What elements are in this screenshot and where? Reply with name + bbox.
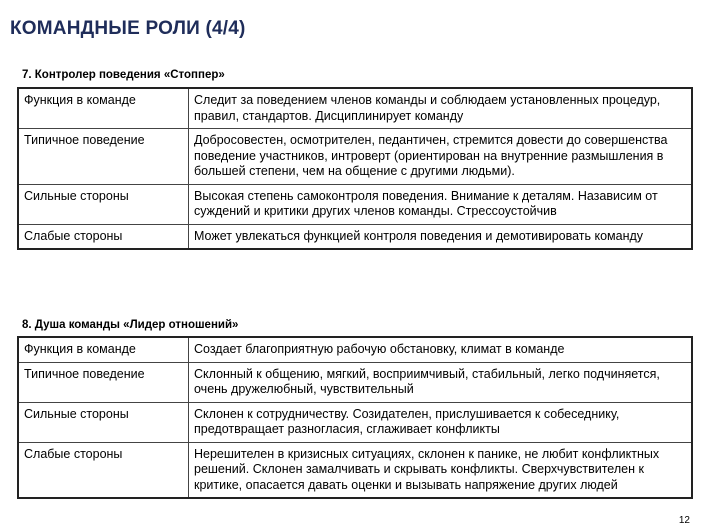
- row-text: Склонный к общению, мягкий, восприимчивый, стабильный, легко подчиняется, очень дружелюбный, чувствительный: [189, 362, 693, 402]
- row-label: Типичное поведение: [18, 362, 189, 402]
- row-text: Создает благоприятную рабочую обстановку, климат в команде: [189, 337, 693, 362]
- table-row: [18, 402, 692, 442]
- row-label: Функция в команде: [18, 88, 189, 129]
- row-text: Склонен к сотрудничеству. Созидателен, прислушивается к собеседнику, предотвращает разногласия, сглаживает конфликты: [189, 402, 693, 442]
- table-row: [18, 184, 692, 224]
- role-table-stopper: [17, 87, 693, 250]
- row-label: Типичное поведение: [18, 129, 189, 185]
- row-text: Нерешителен в кризисных ситуациях, склонен к панике, не любит конфликтных решений. Склонен замалчивать и скрывать конфликты. Сверхчувствителен к критике, опасается давать оценки и вызывать напряжение других людей: [189, 442, 693, 498]
- table-row: [18, 88, 692, 129]
- row-label: Сильные стороны: [18, 402, 189, 442]
- row-label: Слабые стороны: [18, 224, 189, 249]
- row-text: Может увлекаться функцией контроля поведения и демотивировать команду: [189, 224, 693, 249]
- page-title: КОМАНДНЫЕ РОЛИ (4/4): [10, 18, 246, 39]
- row-text: Высокая степень самоконтроля поведения. Внимание к деталям. Назависим от суждений и критики других членов команды. Стрессоустойчив: [189, 184, 693, 224]
- table-row: [18, 362, 692, 402]
- row-label: Функция в команде: [18, 337, 189, 362]
- table-row: [18, 442, 692, 498]
- row-label: Сильные стороны: [18, 184, 189, 224]
- row-label: Слабые стороны: [18, 442, 189, 498]
- table-row: [18, 129, 692, 185]
- table-row: [18, 224, 692, 249]
- row-text: Добросовестен, осмотрителен, педантичен, стремится довести до совершенства поведение участников, интроверт (ориентирован на внутренние размышления в большей степени, чем на общение с другими людьми).: [189, 129, 693, 185]
- row-text: Следит за поведением членов команды и соблюдаем установленных процедур, правил, стандартов. Дисциплинирует команду: [189, 88, 693, 129]
- page-number: 12: [678, 515, 690, 526]
- section-heading-stopper: 7. Контролер поведения «Стоппер»: [22, 69, 225, 81]
- section-heading-relations-leader: 8. Душа команды «Лидер отношений»: [22, 319, 239, 331]
- role-table-relations-leader: [17, 336, 693, 499]
- table-row: [18, 337, 692, 362]
